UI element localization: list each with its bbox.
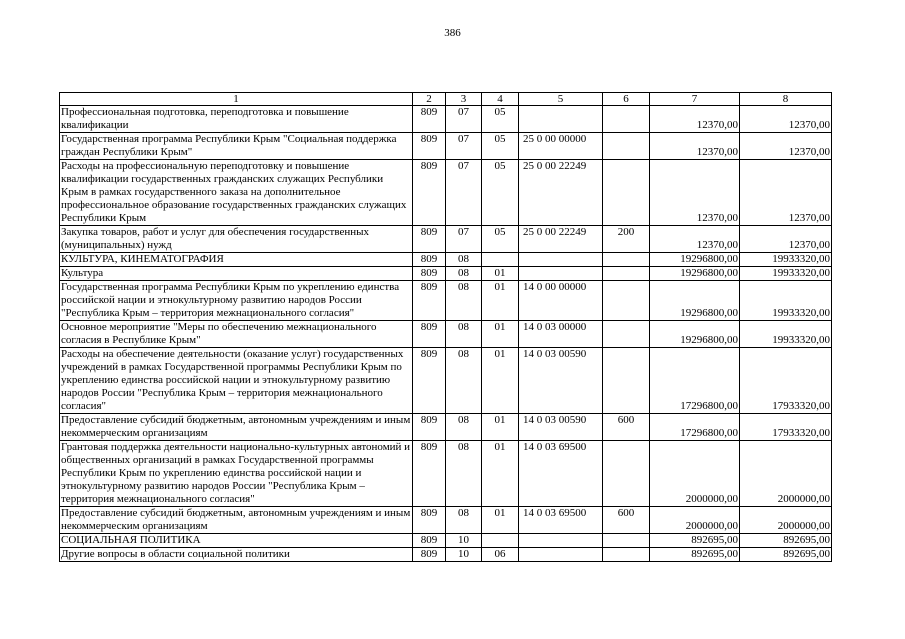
row-name-cell: Государственная программа Республики Крым по укреплению единства российской нации и этнокультурному развитию народов России "Республика Крым – территория межнационального согласия" [60,281,413,321]
amount-year1-cell: 19296800,00 [650,321,740,348]
expense-type-cell [603,133,650,160]
amount-year2-cell: 19933320,00 [740,321,832,348]
ministry-code-cell: 809 [413,106,446,133]
row-name-cell: Расходы на профессиональную переподготовку и повышение квалификации государственных гражданских служащих Республики Крым в рамках государственного заказа на дополнительное профессиональное образование государственных гражданских служащих Республики Крым [60,160,413,226]
ministry-code-cell: 809 [413,160,446,226]
page-number: 386 [444,27,461,39]
table-row [60,160,832,226]
amount-year1-cell: 892695,00 [650,534,740,548]
amount-year1-cell: 2000000,00 [650,507,740,534]
subsection-code-cell: 05 [482,160,519,226]
amount-year2-cell: 19933320,00 [740,281,832,321]
target-article-cell [519,267,603,281]
target-article-cell: 14 0 03 69500 [519,507,603,534]
row-name-cell: Профессиональная подготовка, переподготовка и повышение квалификации [60,106,413,133]
amount-year1-cell: 19296800,00 [650,281,740,321]
subsection-code-cell: 01 [482,507,519,534]
target-article-cell: 14 0 03 00590 [519,348,603,414]
table-row [60,226,832,253]
budget-table [59,92,832,562]
subsection-code-cell: 01 [482,441,519,507]
expense-type-cell [603,534,650,548]
target-article-cell: 14 0 03 00590 [519,414,603,441]
amount-year2-cell: 12370,00 [740,133,832,160]
target-article-cell [519,106,603,133]
subsection-code-cell: 01 [482,321,519,348]
header-cell: 4 [482,93,519,106]
section-code-cell: 08 [446,281,482,321]
expense-type-cell [603,348,650,414]
row-name-cell: Другие вопросы в области социальной политики [60,548,413,562]
expense-type-cell [603,548,650,562]
row-name-cell: Предоставление субсидий бюджетным, автономным учреждениям и иным некоммерческим организациям [60,507,413,534]
target-article-cell: 25 0 00 22249 [519,226,603,253]
amount-year1-cell: 892695,00 [650,548,740,562]
section-code-cell: 10 [446,534,482,548]
amount-year1-cell: 2000000,00 [650,441,740,507]
table-row [60,534,832,548]
amount-year2-cell: 2000000,00 [740,507,832,534]
table-row [60,267,832,281]
ministry-code-cell: 809 [413,414,446,441]
header-cell: 2 [413,93,446,106]
row-name-cell: СОЦИАЛЬНАЯ ПОЛИТИКА [60,534,413,548]
table-row [60,281,832,321]
amount-year1-cell: 17296800,00 [650,348,740,414]
expense-type-cell [603,267,650,281]
expense-type-cell [603,253,650,267]
row-name-cell: Предоставление субсидий бюджетным, автономным учреждениям и иным некоммерческим организациям [60,414,413,441]
ministry-code-cell: 809 [413,281,446,321]
subsection-code-cell: 06 [482,548,519,562]
subsection-code-cell: 01 [482,267,519,281]
ministry-code-cell: 809 [413,321,446,348]
row-name-cell: КУЛЬТУРА, КИНЕМАТОГРАФИЯ [60,253,413,267]
header-cell: 7 [650,93,740,106]
amount-year1-cell: 12370,00 [650,226,740,253]
row-name-cell: Расходы на обеспечение деятельности (оказание услуг) государственных учреждений в рамках Государственной программы Республики Крым по укреплению единства российской нации и этнокультурному развитию народов России "Республика Крым – территория межнационального согласия" [60,348,413,414]
amount-year2-cell: 12370,00 [740,160,832,226]
expense-type-cell [603,321,650,348]
amount-year1-cell: 19296800,00 [650,253,740,267]
row-name-cell: Закупка товаров, работ и услуг для обеспечения государственных (муниципальных) нужд [60,226,413,253]
ministry-code-cell: 809 [413,507,446,534]
section-code-cell: 08 [446,253,482,267]
header-cell: 8 [740,93,832,106]
amount-year2-cell: 2000000,00 [740,441,832,507]
target-article-cell [519,534,603,548]
ministry-code-cell: 809 [413,133,446,160]
header-row [60,93,832,106]
subsection-code-cell: 01 [482,348,519,414]
amount-year1-cell: 12370,00 [650,160,740,226]
subsection-code-cell [482,253,519,267]
row-name-cell: Основное мероприятие "Меры по обеспечению межнационального согласия в Республике Крым" [60,321,413,348]
ministry-code-cell: 809 [413,441,446,507]
header-cell: 6 [603,93,650,106]
row-name-cell: Грантовая поддержка деятельности национально-культурных автономий и общественных организаций в рамках Государственной программы Республики Крым по укреплению единства российской нации и этнокультурному развитию народов России "Республика Крым – территория межнационального согласия" [60,441,413,507]
subsection-code-cell: 05 [482,106,519,133]
amount-year1-cell: 17296800,00 [650,414,740,441]
expense-type-cell [603,441,650,507]
amount-year2-cell: 17933320,00 [740,414,832,441]
subsection-code-cell: 01 [482,414,519,441]
table-row [60,106,832,133]
expense-type-cell: 200 [603,226,650,253]
section-code-cell: 08 [446,348,482,414]
row-name-cell: Государственная программа Республики Крым "Социальная поддержка граждан Республики Крым" [60,133,413,160]
expense-type-cell [603,106,650,133]
ministry-code-cell: 809 [413,348,446,414]
header-cell: 5 [519,93,603,106]
table-row [60,548,832,562]
section-code-cell: 10 [446,548,482,562]
target-article-cell: 14 0 00 00000 [519,281,603,321]
section-code-cell: 08 [446,441,482,507]
table-row [60,133,832,160]
amount-year2-cell: 892695,00 [740,534,832,548]
expense-type-cell: 600 [603,414,650,441]
amount-year2-cell: 892695,00 [740,548,832,562]
target-article-cell: 25 0 00 00000 [519,133,603,160]
section-code-cell: 07 [446,160,482,226]
table-row [60,507,832,534]
table-row [60,348,832,414]
amount-year2-cell: 12370,00 [740,106,832,133]
target-article-cell: 25 0 00 22249 [519,160,603,226]
amount-year1-cell: 12370,00 [650,106,740,133]
amount-year2-cell: 19933320,00 [740,267,832,281]
section-code-cell: 07 [446,226,482,253]
subsection-code-cell: 05 [482,133,519,160]
section-code-cell: 08 [446,507,482,534]
expense-type-cell [603,160,650,226]
header-cell: 3 [446,93,482,106]
section-code-cell: 07 [446,106,482,133]
subsection-code-cell: 05 [482,226,519,253]
target-article-cell [519,548,603,562]
section-code-cell: 08 [446,321,482,348]
ministry-code-cell: 809 [413,253,446,267]
amount-year2-cell: 17933320,00 [740,348,832,414]
amount-year1-cell: 12370,00 [650,133,740,160]
target-article-cell: 14 0 03 69500 [519,441,603,507]
ministry-code-cell: 809 [413,267,446,281]
row-name-cell: Культура [60,267,413,281]
expense-type-cell: 600 [603,507,650,534]
table-row [60,321,832,348]
ministry-code-cell: 809 [413,548,446,562]
expense-type-cell [603,281,650,321]
subsection-code-cell [482,534,519,548]
target-article-cell: 14 0 03 00000 [519,321,603,348]
subsection-code-cell: 01 [482,281,519,321]
section-code-cell: 08 [446,267,482,281]
table-row [60,441,832,507]
ministry-code-cell: 809 [413,226,446,253]
section-code-cell: 07 [446,133,482,160]
table-row [60,253,832,267]
amount-year2-cell: 12370,00 [740,226,832,253]
amount-year1-cell: 19296800,00 [650,267,740,281]
ministry-code-cell: 809 [413,534,446,548]
target-article-cell [519,253,603,267]
table-row [60,414,832,441]
header-cell: 1 [60,93,413,106]
amount-year2-cell: 19933320,00 [740,253,832,267]
section-code-cell: 08 [446,414,482,441]
